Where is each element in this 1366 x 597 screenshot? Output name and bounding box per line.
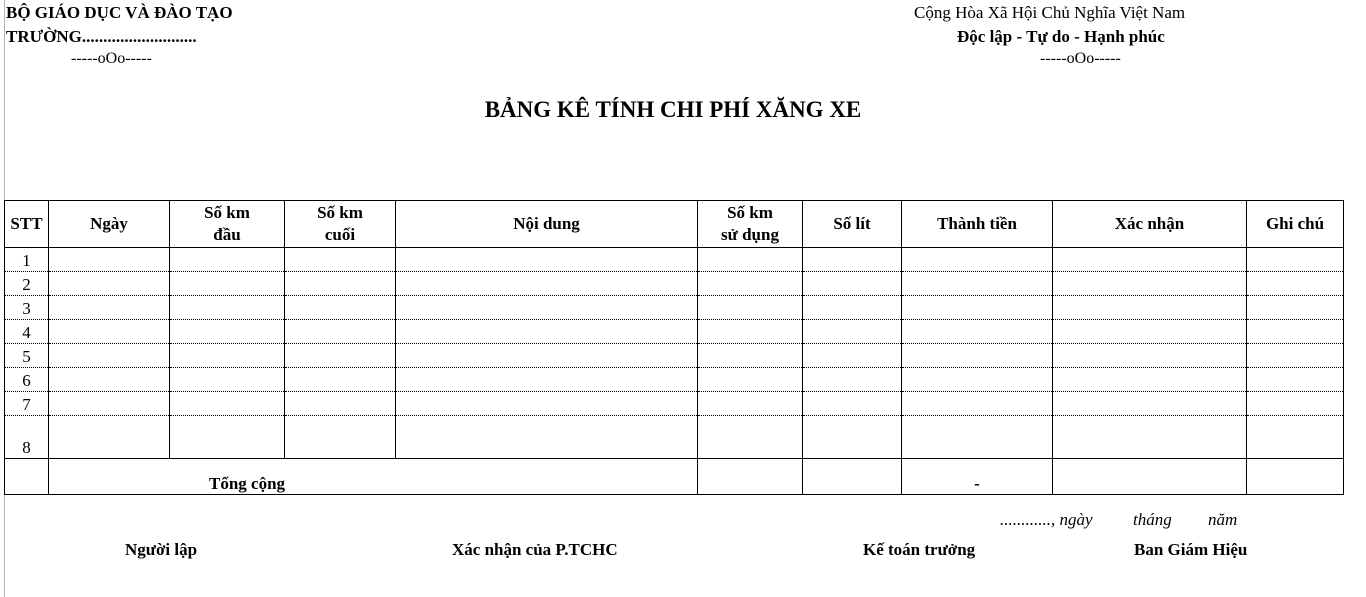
cell-liters[interactable] (803, 416, 902, 459)
cell-notes[interactable] (1247, 392, 1344, 416)
cell-liters[interactable] (803, 344, 902, 368)
cell-content[interactable] (396, 320, 698, 344)
table-row (5, 296, 1344, 320)
table-row (5, 320, 1344, 344)
cell-end-km[interactable] (285, 368, 396, 392)
cell-start-km[interactable] (170, 344, 285, 368)
total-row (5, 459, 1344, 495)
cell-content[interactable] (396, 296, 698, 320)
cell-confirmation[interactable] (1053, 368, 1247, 392)
right-separator: -----oOo----- (1040, 50, 1121, 67)
table-row (5, 344, 1344, 368)
cell-km-used[interactable] (698, 272, 803, 296)
total-confirmation[interactable] (1053, 459, 1247, 495)
cell-end-km[interactable] (285, 320, 396, 344)
cell-notes[interactable] (1247, 416, 1344, 459)
cell-amount[interactable] (902, 392, 1053, 416)
cell-end-km[interactable] (285, 296, 396, 320)
ministry-name: BỘ GIÁO DỤC VÀ ĐÀO TẠO (6, 3, 233, 22)
cell-date[interactable] (49, 416, 170, 459)
col-content: Nội dung (396, 201, 698, 248)
cell-liters[interactable] (803, 320, 902, 344)
total-notes[interactable] (1247, 459, 1344, 495)
cell-content[interactable] (396, 248, 698, 272)
row-stt[interactable]: 8 (5, 416, 49, 459)
signature-board: Ban Giám Hiệu (1134, 540, 1248, 559)
cell-start-km[interactable] (170, 392, 285, 416)
date-day: ............, ngày (1000, 510, 1093, 529)
cell-start-km[interactable] (170, 248, 285, 272)
table-header-row (5, 201, 1344, 248)
cell-notes[interactable] (1247, 272, 1344, 296)
cell-km-used[interactable] (698, 344, 803, 368)
cell-amount[interactable] (902, 296, 1053, 320)
cell-amount[interactable] (902, 368, 1053, 392)
cell-end-km[interactable] (285, 416, 396, 459)
col-liters: Số lít (803, 201, 902, 248)
col-km-used: Số km sử dụng (698, 201, 803, 248)
cell-content[interactable] (396, 416, 698, 459)
school-name: TRƯỜNG........................... (6, 27, 197, 46)
row-stt[interactable]: 4 (5, 320, 49, 344)
row-stt[interactable]: 5 (5, 344, 49, 368)
col-amount: Thành tiền (902, 201, 1053, 248)
row-stt[interactable]: 2 (5, 272, 49, 296)
row-stt[interactable]: 6 (5, 368, 49, 392)
cell-date[interactable] (49, 248, 170, 272)
cell-start-km[interactable] (170, 296, 285, 320)
total-amount[interactable]: - (902, 459, 1053, 495)
cell-confirmation[interactable] (1053, 296, 1247, 320)
cell-end-km[interactable] (285, 272, 396, 296)
total-km-used[interactable] (698, 459, 803, 495)
cell-liters[interactable] (803, 272, 902, 296)
cell-notes[interactable] (1247, 320, 1344, 344)
cell-content[interactable] (396, 392, 698, 416)
cell-km-used[interactable] (698, 320, 803, 344)
table-row (5, 392, 1344, 416)
cell-km-used[interactable] (698, 416, 803, 459)
cell-liters[interactable] (803, 248, 902, 272)
row-stt[interactable]: 7 (5, 392, 49, 416)
cell-start-km[interactable] (170, 368, 285, 392)
cell-amount[interactable] (902, 344, 1053, 368)
cell-date[interactable] (49, 320, 170, 344)
cell-date[interactable] (49, 368, 170, 392)
national-motto: Độc lập - Tự do - Hạnh phúc (957, 27, 1165, 46)
table-row (5, 272, 1344, 296)
cell-content[interactable] (396, 368, 698, 392)
cell-start-km[interactable] (170, 320, 285, 344)
cell-end-km[interactable] (285, 344, 396, 368)
cell-end-km[interactable] (285, 248, 396, 272)
table-row (5, 416, 1344, 459)
cell-content[interactable] (396, 344, 698, 368)
cell-km-used[interactable] (698, 368, 803, 392)
signature-preparer: Người lập (125, 540, 198, 559)
cell-km-used[interactable] (698, 248, 803, 272)
cell-date[interactable] (49, 392, 170, 416)
left-separator: -----oOo----- (71, 50, 152, 67)
total-label: Tổng cộng (49, 459, 698, 495)
cell-confirmation[interactable] (1053, 416, 1247, 459)
col-confirmation: Xác nhận (1053, 201, 1247, 248)
cell-content[interactable] (396, 272, 698, 296)
cell-notes[interactable] (1247, 296, 1344, 320)
cell-amount[interactable] (902, 272, 1053, 296)
cell-confirmation[interactable] (1053, 272, 1247, 296)
cell-start-km[interactable] (170, 272, 285, 296)
cell-end-km[interactable] (285, 392, 396, 416)
col-stt: STT (5, 201, 49, 248)
row-stt[interactable]: 1 (5, 248, 49, 272)
cell-km-used[interactable] (698, 296, 803, 320)
table-row (5, 248, 1344, 272)
date-year: năm (1208, 510, 1238, 529)
row-stt[interactable]: 3 (5, 296, 49, 320)
cell-liters[interactable] (803, 392, 902, 416)
signature-chief-accountant: Kế toán trưởng (863, 540, 976, 559)
col-start-km: Số km đầu (170, 201, 285, 248)
cell-confirmation[interactable] (1053, 248, 1247, 272)
total-stt-cell (5, 459, 49, 495)
cell-notes[interactable] (1247, 248, 1344, 272)
country-name: Cộng Hòa Xã Hội Chủ Nghĩa Việt Nam (914, 3, 1186, 22)
table-row (5, 368, 1344, 392)
col-notes: Ghi chú (1247, 201, 1344, 248)
col-date: Ngày (49, 201, 170, 248)
cell-km-used[interactable] (698, 392, 803, 416)
date-month: tháng (1133, 510, 1172, 529)
cell-confirmation[interactable] (1053, 320, 1247, 344)
cell-liters[interactable] (803, 296, 902, 320)
cell-start-km[interactable] (170, 416, 285, 459)
cell-date[interactable] (49, 344, 170, 368)
fuel-cost-table (4, 200, 1344, 495)
cell-notes[interactable] (1247, 344, 1344, 368)
signature-admin-confirm: Xác nhận của P.TCHC (452, 540, 618, 559)
total-liters[interactable] (803, 459, 902, 495)
cell-amount[interactable] (902, 416, 1053, 459)
cell-date[interactable] (49, 296, 170, 320)
cell-notes[interactable] (1247, 368, 1344, 392)
cell-confirmation[interactable] (1053, 392, 1247, 416)
cell-amount[interactable] (902, 248, 1053, 272)
cell-confirmation[interactable] (1053, 344, 1247, 368)
cell-amount[interactable] (902, 320, 1053, 344)
cell-date[interactable] (49, 272, 170, 296)
cell-liters[interactable] (803, 368, 902, 392)
page-title: BẢNG KÊ TÍNH CHI PHÍ XĂNG XE (484, 97, 862, 122)
col-end-km: Số km cuối (285, 201, 396, 248)
